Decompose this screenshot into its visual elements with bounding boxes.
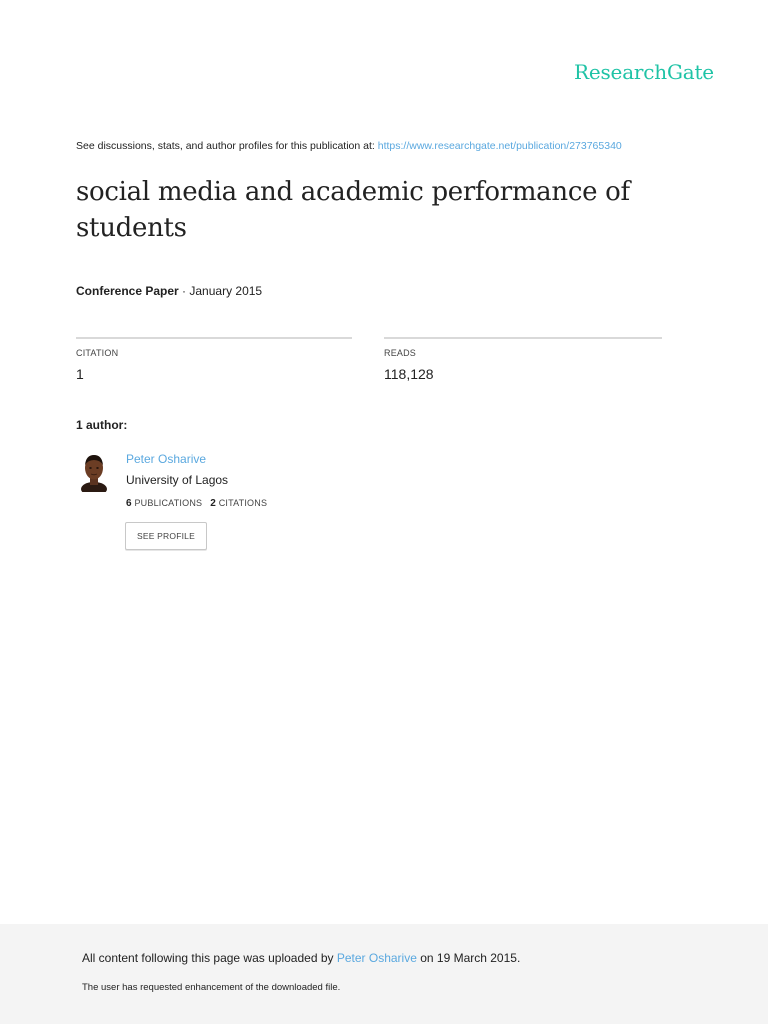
- citations-label: CITATIONS: [218, 498, 268, 508]
- divider-reads: [384, 337, 662, 339]
- upload-note: [82, 951, 520, 965]
- publication-date: January 2015: [189, 284, 263, 298]
- author-photo-icon: [80, 452, 108, 492]
- publication-meta: [76, 284, 262, 298]
- upload-prefix: All content following this page was uploaded by: [82, 951, 337, 965]
- footer: [0, 924, 768, 1024]
- researchgate-logo[interactable]: ResearchGate: [574, 60, 714, 84]
- see-profile-button[interactable]: SEE PROFILE: [125, 522, 207, 550]
- publication-title: social media and academic performance of students: [76, 177, 630, 243]
- reads-value: 118,128: [384, 366, 434, 382]
- uploader-link[interactable]: Peter Osharive: [336, 951, 417, 965]
- authors-heading: 1 author:: [76, 418, 128, 432]
- publications-count: 6: [126, 498, 132, 509]
- citations-count: 2: [210, 498, 216, 509]
- author-avatar[interactable]: [80, 452, 108, 492]
- source-prefix: See discussions, stats, and author profiles for this publication at:: [76, 140, 378, 152]
- source-line: [76, 140, 622, 152]
- author-affiliation: University of Lagos: [126, 473, 229, 487]
- upload-suffix: on 19 March 2015.: [416, 951, 521, 965]
- citation-value: 1: [76, 366, 84, 382]
- divider-citation: [76, 337, 352, 339]
- citation-label: CITATION: [76, 348, 119, 358]
- meta-separator: ·: [178, 284, 190, 298]
- publications-label: PUBLICATIONS: [134, 498, 203, 508]
- publication-link[interactable]: https://www.researchgate.net/publication/273765340: [377, 140, 622, 152]
- enhancement-note: The user has requested enhancement of the downloaded file.: [82, 982, 341, 993]
- reads-label: READS: [384, 348, 417, 358]
- author-name-link[interactable]: Peter Osharive: [126, 452, 207, 466]
- author-stats: [126, 498, 267, 509]
- publication-type: Conference Paper: [76, 284, 179, 298]
